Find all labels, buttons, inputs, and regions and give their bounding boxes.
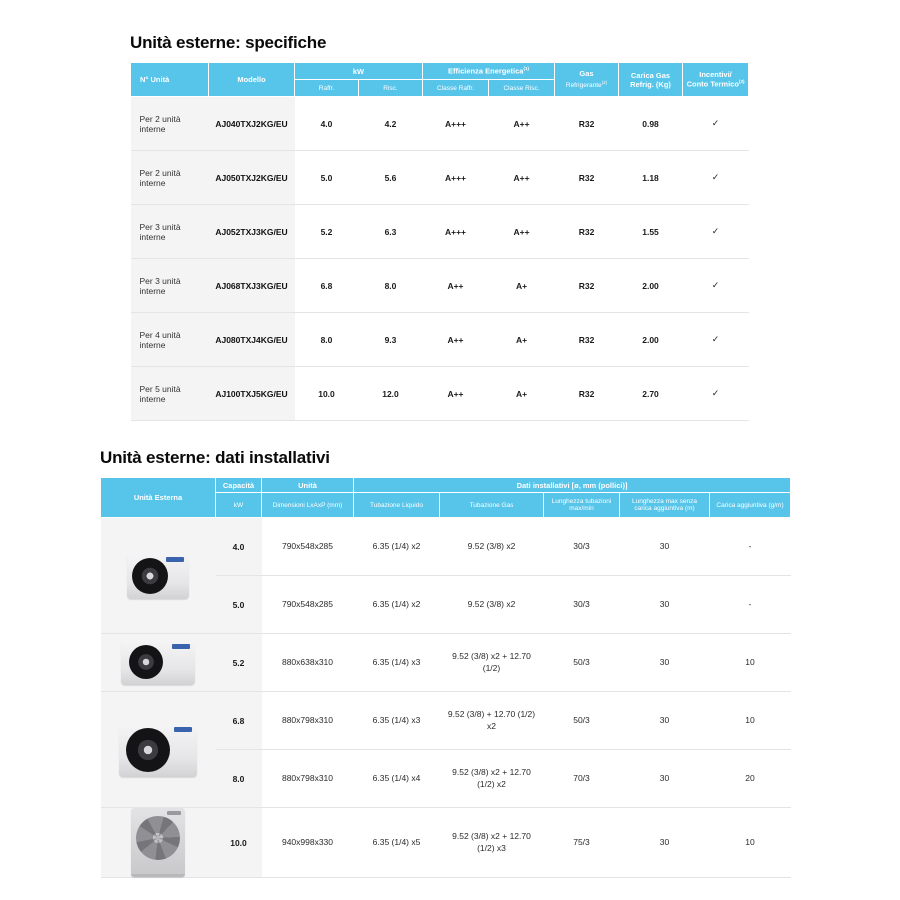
outdoor-unit-icon bbox=[127, 553, 189, 599]
cell-capacita: 4.0 bbox=[216, 518, 262, 576]
col-header-unita-esterna: Unità Esterna bbox=[101, 478, 216, 518]
cell-lunghezza-tubazioni: 30/3 bbox=[544, 518, 620, 576]
cell-dimensioni: 880x798x310 bbox=[262, 692, 354, 750]
cell-raffr: 5.2 bbox=[295, 205, 359, 259]
cell-n-unita: Per 3 unità interne bbox=[131, 205, 209, 259]
cell-carica-aggiuntiva: - bbox=[710, 518, 791, 576]
spec-table-row bbox=[131, 259, 749, 313]
cell-tubazione-liquido: 6.35 (1/4) x2 bbox=[354, 576, 440, 634]
cell-n-unita: Per 3 unità interne bbox=[131, 259, 209, 313]
section-dati-installativi bbox=[100, 448, 790, 878]
outdoor-unit-icon bbox=[131, 808, 185, 877]
cell-modello: AJ100TXJ5KG/EU bbox=[209, 367, 295, 421]
cell-carica-aggiuntiva: 10 bbox=[710, 634, 791, 692]
cell-capacita: 6.8 bbox=[216, 692, 262, 750]
cell-dimensioni: 880x798x310 bbox=[262, 750, 354, 808]
col-subheader-tubazione-liquido: Tubazione Liquido bbox=[354, 493, 440, 518]
cell-lunghezza-max: 30 bbox=[620, 692, 710, 750]
cell-incentivi-check: ✓ bbox=[683, 259, 749, 313]
col-subheader-tubazione-gas: Tubazione Gas bbox=[440, 493, 544, 518]
cell-tubazione-liquido: 6.35 (1/4) x4 bbox=[354, 750, 440, 808]
cell-carica: 2.00 bbox=[619, 259, 683, 313]
cell-raffr: 4.0 bbox=[295, 97, 359, 151]
cell-classe-raffr: A+++ bbox=[423, 97, 489, 151]
cell-raffr: 5.0 bbox=[295, 151, 359, 205]
col-subheader-classe-risc: Classe Risc. bbox=[489, 80, 555, 97]
samsung-logo-bar bbox=[172, 644, 190, 649]
efficienza-footnote: (1) bbox=[523, 66, 529, 72]
cell-risc: 12.0 bbox=[359, 367, 423, 421]
carica-line2: Refrig. (Kg) bbox=[630, 79, 671, 89]
cell-classe-risc: A++ bbox=[489, 151, 555, 205]
col-header-n-unita: N° Unità bbox=[131, 63, 209, 97]
install-table-row bbox=[101, 634, 791, 692]
cell-risc: 8.0 bbox=[359, 259, 423, 313]
cell-dimensioni: 790x548x285 bbox=[262, 576, 354, 634]
cell-incentivi-check: ✓ bbox=[683, 97, 749, 151]
cell-risc: 9.3 bbox=[359, 313, 423, 367]
install-table-row bbox=[101, 518, 791, 576]
cell-dimensioni: 940x998x330 bbox=[262, 808, 354, 878]
cell-lunghezza-max: 30 bbox=[620, 634, 710, 692]
cell-raffr: 10.0 bbox=[295, 367, 359, 421]
cell-tubazione-liquido: 6.35 (1/4) x2 bbox=[354, 518, 440, 576]
cell-lunghezza-tubazioni: 50/3 bbox=[544, 692, 620, 750]
cell-risc: 5.6 bbox=[359, 151, 423, 205]
cell-lunghezza-max: 30 bbox=[620, 576, 710, 634]
cell-capacita: 8.0 bbox=[216, 750, 262, 808]
cell-tubazione-gas: 9.52 (3/8) x2 + 12.70 (1/2) x2 bbox=[440, 750, 544, 808]
cell-lunghezza-tubazioni: 75/3 bbox=[544, 808, 620, 878]
outdoor-unit-icon bbox=[119, 723, 197, 777]
col-subheader-risc: Risc. bbox=[359, 80, 423, 97]
col-subheader-classe-raffr: Classe Raffr. bbox=[423, 80, 489, 97]
spec-table-row bbox=[131, 205, 749, 259]
cell-incentivi-check: ✓ bbox=[683, 205, 749, 259]
cell-carica-aggiuntiva: 10 bbox=[710, 808, 791, 878]
efficienza-label: Efficienza Energetica bbox=[448, 66, 524, 76]
cell-tubazione-gas: 9.52 (3/8) x2 + 12.70 (1/2) bbox=[440, 634, 544, 692]
cell-dimensioni: 790x548x285 bbox=[262, 518, 354, 576]
outdoor-unit-icon bbox=[121, 640, 195, 685]
outdoor-unit-image-3port bbox=[101, 634, 216, 692]
col-header-gas bbox=[555, 63, 619, 97]
cell-classe-risc: A++ bbox=[489, 205, 555, 259]
samsung-logo-bar bbox=[174, 727, 192, 732]
spec-table bbox=[130, 62, 749, 421]
col-header-capacita: Capacità bbox=[216, 478, 262, 493]
incentivi-line1: Incentivi/ bbox=[699, 70, 732, 80]
cell-capacita: 5.2 bbox=[216, 634, 262, 692]
cell-classe-risc: A+ bbox=[489, 313, 555, 367]
col-subheader-kw: kW bbox=[216, 493, 262, 518]
cell-incentivi-check: ✓ bbox=[683, 313, 749, 367]
cell-carica-aggiuntiva: 20 bbox=[710, 750, 791, 808]
cell-classe-risc: A+ bbox=[489, 367, 555, 421]
cell-carica: 1.18 bbox=[619, 151, 683, 205]
cell-modello: AJ068TXJ3KG/EU bbox=[209, 259, 295, 313]
section-title: Unità esterne: specifiche bbox=[130, 33, 327, 52]
cell-lunghezza-max: 30 bbox=[620, 808, 710, 878]
cell-lunghezza-tubazioni: 50/3 bbox=[544, 634, 620, 692]
cell-classe-raffr: A++ bbox=[423, 367, 489, 421]
cell-risc: 4.2 bbox=[359, 97, 423, 151]
col-header-efficienza bbox=[423, 63, 555, 80]
cell-n-unita: Per 5 unità interne bbox=[131, 367, 209, 421]
col-subheader-carica-aggiuntiva: Carica aggiuntiva (g/m) bbox=[710, 493, 791, 518]
cell-tubazione-liquido: 6.35 (1/4) x3 bbox=[354, 692, 440, 750]
cell-carica-aggiuntiva: - bbox=[710, 576, 791, 634]
cell-dimensioni: 880x638x310 bbox=[262, 634, 354, 692]
cell-tubazione-gas: 9.52 (3/8) + 12.70 (1/2) x2 bbox=[440, 692, 544, 750]
fan-icon bbox=[129, 645, 163, 679]
cell-tubazione-gas: 9.52 (3/8) x2 + 12.70 (1/2) x3 bbox=[440, 808, 544, 878]
col-header-modello: Modello bbox=[209, 63, 295, 97]
samsung-logo-bar bbox=[166, 557, 184, 562]
cell-gas: R32 bbox=[555, 313, 619, 367]
cell-n-unita: Per 2 unità interne bbox=[131, 97, 209, 151]
cell-modello: AJ052TXJ3KG/EU bbox=[209, 205, 295, 259]
outdoor-unit-image-4port bbox=[101, 692, 216, 808]
cell-lunghezza-tubazioni: 30/3 bbox=[544, 576, 620, 634]
spec-table-row bbox=[131, 313, 749, 367]
outdoor-unit-image-2port bbox=[101, 518, 216, 634]
cell-gas: R32 bbox=[555, 367, 619, 421]
cell-incentivi-check: ✓ bbox=[683, 151, 749, 205]
cell-classe-risc: A++ bbox=[489, 97, 555, 151]
cell-lunghezza-tubazioni: 70/3 bbox=[544, 750, 620, 808]
cell-n-unita: Per 2 unità interne bbox=[131, 151, 209, 205]
col-subheader-raffr: Raffr. bbox=[295, 80, 359, 97]
cell-lunghezza-max: 30 bbox=[620, 750, 710, 808]
cell-risc: 6.3 bbox=[359, 205, 423, 259]
col-header-incentivi bbox=[683, 63, 749, 97]
cell-lunghezza-max: 30 bbox=[620, 518, 710, 576]
gas-sublabel: Refrigerante$^{(2)}$ bbox=[565, 80, 608, 90]
cell-classe-raffr: A+++ bbox=[423, 151, 489, 205]
cell-tubazione-liquido: 6.35 (1/4) x3 bbox=[354, 634, 440, 692]
install-table-row bbox=[101, 692, 791, 750]
install-table-row bbox=[101, 808, 791, 878]
cell-classe-raffr: A++ bbox=[423, 259, 489, 313]
col-header-carica-gas bbox=[619, 63, 683, 97]
spec-table-row bbox=[131, 367, 749, 421]
gas-label: Gas bbox=[579, 69, 594, 79]
fan-icon bbox=[132, 558, 168, 594]
spec-table-row bbox=[131, 151, 749, 205]
col-subheader-lunghezza-max: Lunghezza max senza carica aggiuntiva (m) bbox=[620, 493, 710, 518]
cell-gas: R32 bbox=[555, 205, 619, 259]
cell-gas: R32 bbox=[555, 97, 619, 151]
cell-carica: 0.98 bbox=[619, 97, 683, 151]
cell-tubazione-gas: 9.52 (3/8) x2 bbox=[440, 576, 544, 634]
cell-carica-aggiuntiva: 10 bbox=[710, 692, 791, 750]
section-specifiche bbox=[130, 33, 748, 421]
samsung-logo-bar bbox=[167, 811, 181, 815]
incentivi-line2: Conto Termico$^{(3)}$ bbox=[686, 79, 745, 89]
cell-classe-risc: A+ bbox=[489, 259, 555, 313]
col-header-kw: kW bbox=[295, 63, 423, 80]
cell-modello: AJ040TXJ2KG/EU bbox=[209, 97, 295, 151]
cell-tubazione-gas: 9.52 (3/8) x2 bbox=[440, 518, 544, 576]
cell-capacita: 10.0 bbox=[216, 808, 262, 878]
cell-raffr: 8.0 bbox=[295, 313, 359, 367]
col-header-unita: Unità bbox=[262, 478, 354, 493]
cell-n-unita: Per 4 unità interne bbox=[131, 313, 209, 367]
section-title: Unità esterne: dati installativi bbox=[100, 448, 330, 467]
cell-carica: 2.70 bbox=[619, 367, 683, 421]
col-header-dati-installativi: Dati installativi [ø, mm (pollici)] bbox=[354, 478, 791, 493]
cell-classe-raffr: A++ bbox=[423, 313, 489, 367]
fan-icon bbox=[126, 728, 170, 772]
cell-classe-raffr: A+++ bbox=[423, 205, 489, 259]
cell-carica: 1.55 bbox=[619, 205, 683, 259]
cell-modello: AJ080TXJ4KG/EU bbox=[209, 313, 295, 367]
install-table bbox=[100, 477, 791, 878]
cell-raffr: 6.8 bbox=[295, 259, 359, 313]
carica-line1: Carica Gas bbox=[630, 70, 671, 80]
fan-grille-icon bbox=[136, 816, 180, 860]
cell-carica: 2.00 bbox=[619, 313, 683, 367]
cell-capacita: 5.0 bbox=[216, 576, 262, 634]
spec-table-row bbox=[131, 97, 749, 151]
cell-gas: R32 bbox=[555, 151, 619, 205]
cell-tubazione-liquido: 6.35 (1/4) x5 bbox=[354, 808, 440, 878]
cell-gas: R32 bbox=[555, 259, 619, 313]
col-subheader-lunghezza-tubazioni: Lunghezza tubazioni max/min bbox=[544, 493, 620, 518]
cell-incentivi-check: ✓ bbox=[683, 367, 749, 421]
col-subheader-dimensioni: Dimensioni LxAxP (mm) bbox=[262, 493, 354, 518]
outdoor-unit-image-5port bbox=[101, 808, 216, 878]
cell-modello: AJ050TXJ2KG/EU bbox=[209, 151, 295, 205]
